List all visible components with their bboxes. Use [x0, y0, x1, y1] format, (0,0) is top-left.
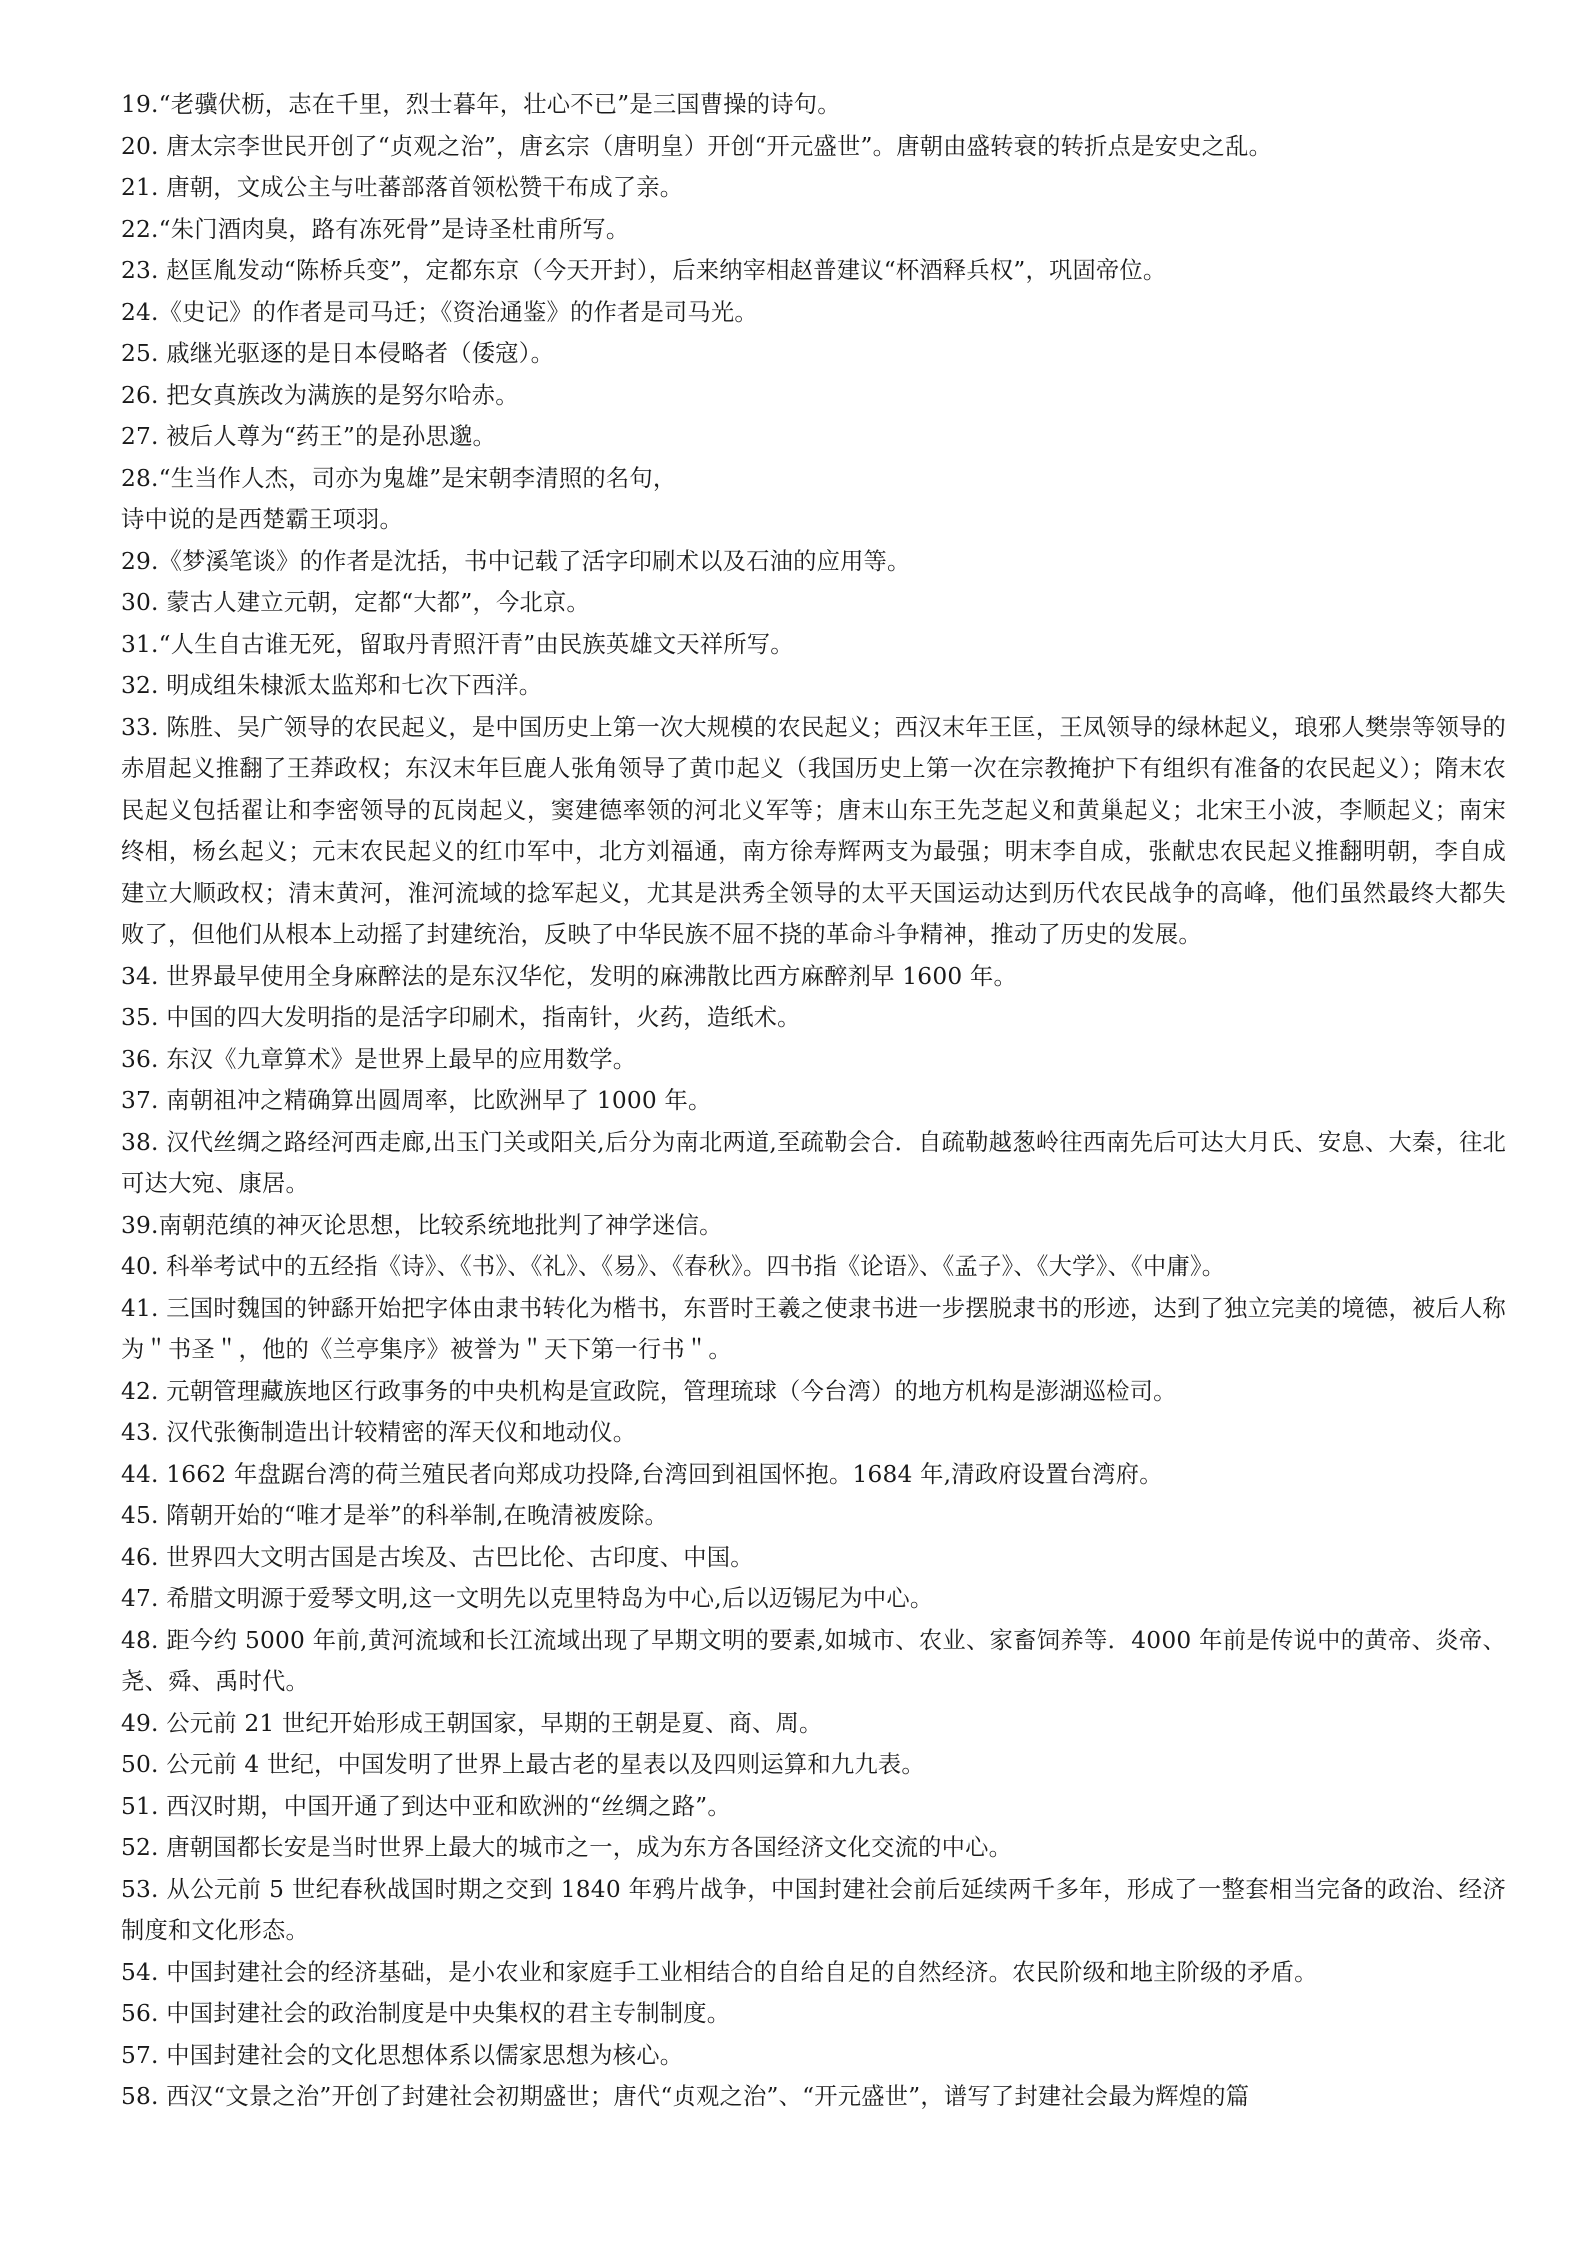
item-number: 22.	[121, 215, 159, 243]
list-item	[121, 292, 1506, 334]
item-text: 唐朝，文成公主与吐蕃部落首领松赞干布成了亲。	[166, 174, 684, 201]
list-item	[121, 1952, 1506, 1994]
list-item	[121, 956, 1506, 998]
item-text: 中国封建社会的经济基础，是小农业和家庭手工业相结合的自给自足的自然经济。农民阶级和地主阶级的矛盾。	[166, 1958, 1318, 1986]
list-item	[121, 167, 1506, 209]
item-number: 30.	[121, 589, 159, 616]
item-text: 把女真族改为满族的是努尔哈赤。	[166, 381, 519, 409]
item-number: 25.	[121, 340, 159, 367]
list-item	[121, 1371, 1506, 1413]
item-number: 20.	[121, 132, 159, 160]
item-number: 33.	[121, 713, 159, 741]
item-number: 44.	[121, 1460, 159, 1488]
item-number: 50.	[121, 1751, 159, 1778]
item-text: 蒙古人建立元朝，定都“大都”，今北京。	[166, 589, 590, 616]
item-text: 戚继光驱逐的是日本侵略者（倭寇）。	[166, 340, 555, 367]
document-page	[121, 84, 1506, 2159]
list-item	[121, 416, 1506, 458]
list-item	[121, 209, 1506, 251]
list-item	[121, 1205, 1506, 1247]
item-number: 19.	[121, 91, 159, 118]
item-number: 58.	[121, 2083, 159, 2110]
list-item	[121, 2035, 1506, 2077]
list-item	[121, 1039, 1506, 1081]
item-text: 希腊文明源于爱琴文明,这一文明先以克里特岛为中心,后以迈锡尼为中心。	[166, 1585, 934, 1612]
list-item	[121, 1454, 1506, 1496]
item-text: 唐太宗李世民开创了“贞观之治”，唐玄宗（唐明皇）开创“开元盛世”。唐朝由盛转衰的转折点是安史之乱。	[166, 132, 1273, 160]
item-text: “生当作人杰，司亦为鬼雄”是宋朝李清照的名句，	[158, 464, 677, 492]
item-text: 《梦溪笔谈》的作者是沈括，书中记载了活字印刷术以及石油的应用等。	[158, 547, 911, 575]
item-text: “人生自古谁无死，留取丹青照汗青”由民族英雄文天祥所写。	[158, 630, 794, 658]
item-number: 32.	[121, 672, 159, 699]
item-number: 29.	[121, 547, 159, 575]
item-text: 南朝范缜的神灭论思想，比较系统地批判了神学迷信。	[158, 1211, 723, 1239]
item-text: 世界最早使用全身麻醉法的是东汉华佗，发明的麻沸散比西方麻醉剂早 1600 年。	[166, 962, 1017, 990]
list-item	[121, 250, 1506, 292]
item-number: 48.	[121, 1626, 159, 1654]
item-number: 31.	[121, 630, 159, 658]
list-item	[121, 1412, 1506, 1454]
item-text: 元朝管理藏族地区行政事务的中央机构是宣政院，管理琉球（今台湾）的地方机构是澎湖巡检司。	[166, 1377, 1177, 1405]
list-item	[121, 1288, 1506, 1371]
item-number: 42.	[121, 1377, 159, 1405]
item-number: 46.	[121, 1543, 159, 1571]
list-item	[121, 1869, 1506, 1952]
list-item	[121, 1537, 1506, 1579]
list-item	[121, 1744, 1506, 1786]
item-text-continuation: 诗中说的是西楚霸王项羽。	[121, 506, 403, 533]
item-text: “朱门酒肉臭，路有冻死骨”是诗圣杜甫所写。	[158, 215, 630, 243]
item-number: 28.	[121, 464, 159, 492]
list-item	[121, 333, 1506, 375]
item-text: 公元前 21 世纪开始形成王朝国家，早期的王朝是夏、商、周。	[166, 1709, 823, 1737]
list-item	[121, 2118, 1506, 2160]
item-text: 南朝祖冲之精确算出圆周率，比欧洲早了 1000 年。	[166, 1087, 712, 1114]
list-item	[121, 1080, 1506, 1122]
list-item	[121, 1827, 1506, 1869]
item-text: 陈胜、吴广领导的农民起义，是中国历史上第一次大规模的农民起义；西汉末年王匡，王凤领导的绿林起义，琅邪人樊崇等领导的赤眉起义推翻了王莽政权；东汉末年巨鹿人张角领导了黄巾起义（我国历史上第一次在宗教掩护下有组织有准备的农民起义）；隋末农民起义包括翟让和李密领导的瓦岗起义，窦建德率领的河北义军等；唐末山东王先芝起义和黄巢起义；北宋王小波，李顺起义；南宋终相，杨幺起义；元末农民起义的红巾军中，北方刘福通，南方徐寿辉两支为最强；明末李自成，张献忠农民起义推翻明朝，李自成建立大顺政权；清末黄河，淮河流域的捻军起义，尤其是洪秀全领导的太平天国运动达到历代农民战争的高峰，他们虽然最终大都失败了，但他们从根本上动摇了封建统治，反映了中华民族不屈不挠的革命斗争精神，推动了历史的发展。	[121, 713, 1506, 948]
item-number: 35.	[121, 1004, 159, 1031]
item-number: 49.	[121, 1709, 159, 1737]
item-text: 距今约 5000 年前,黄河流域和长江流域出现了早期文明的要素,如城市、农业、家畜饲养等．4000 年前是传说中的黄帝、炎帝、尧、舜、禹时代。	[121, 1626, 1507, 1695]
list-item	[121, 84, 1506, 126]
item-number: 38.	[121, 1128, 159, 1156]
item-number: 24.	[121, 298, 159, 326]
item-text: 明成组朱棣派太监郑和七次下西洋。	[166, 672, 543, 699]
list-item	[121, 1495, 1506, 1537]
list-item	[121, 375, 1506, 417]
item-text: 隋朝开始的“唯才是举”的科举制,在晚清被废除。	[166, 1502, 669, 1529]
list-item	[121, 541, 1506, 583]
item-text: 《史记》的作者是司马迁；《资治通鉴》的作者是司马光。	[158, 298, 758, 326]
item-number: 37.	[121, 1087, 159, 1114]
item-number: 27.	[121, 423, 159, 450]
list-item	[121, 624, 1506, 666]
item-text: 汉代张衡制造出计较精密的浑天仪和地动仪。	[166, 1419, 637, 1446]
item-number: 40.	[121, 1253, 159, 1280]
item-text: 赵匡胤发动“陈桥兵变”，定都东京（今天开封），后来纳宰相赵普建议“杯酒释兵权”，巩固帝位。	[166, 257, 1167, 284]
item-number: 52.	[121, 1834, 159, 1861]
list-item	[121, 1246, 1506, 1288]
item-number: 34.	[121, 962, 159, 990]
list-item	[121, 1993, 1506, 2035]
item-text: 汉代丝绸之路经河西走廊,出玉门关或阳关,后分为南北两道,至疏勒会合．自疏勒越葱岭往西南先后可达大月氏、安息、大秦，往北可达大宛、康居。	[121, 1128, 1506, 1197]
list-item	[121, 1122, 1506, 1205]
list-item	[121, 2076, 1506, 2118]
item-text: 中国封建社会的政治制度是中央集权的君主专制制度。	[166, 2000, 731, 2027]
item-text: 中国的四大发明指的是活字印刷术，指南针，火药，造纸术。	[166, 1004, 801, 1031]
item-number: 21.	[121, 174, 159, 201]
item-text: 中国封建社会的文化思想体系以儒家思想为核心。	[166, 2041, 684, 2069]
item-text: 被后人尊为“药王”的是孙思邈。	[166, 423, 496, 450]
item-number: 45.	[121, 1502, 159, 1529]
item-text: 从公元前 5 世纪春秋战国时期之交到 1840 年鸦片战争，中国封建社会前后延续两千多年，形成了一整套相当完备的政治、经济制度和文化形态。	[121, 1875, 1506, 1944]
item-text: “老骥伏枥，志在千里，烈士暮年，壮心不已”是三国曹操的诗句。	[158, 91, 841, 118]
item-number: 41.	[121, 1294, 159, 1322]
item-text: 公元前 4 世纪，中国发明了世界上最古老的星表以及四则运算和九九表。	[166, 1751, 925, 1778]
item-text: 唐朝国都长安是当时世界上最大的城市之一，成为东方各国经济文化交流的中心。	[166, 1834, 1013, 1861]
list-item	[121, 1786, 1506, 1828]
item-text: 西汉“文景之治”开创了封建社会初期盛世；唐代“贞观之治”、“开元盛世”，谱写了封建社会最为辉煌的篇	[166, 2083, 1250, 2110]
list-item	[121, 1620, 1506, 1703]
item-number: 56.	[121, 2000, 159, 2027]
item-number: 43.	[121, 1419, 159, 1446]
item-number: 54.	[121, 1958, 159, 1986]
item-text: 1662 年盘踞台湾的荷兰殖民者向郑成功投降,台湾回到祖国怀抱。1684 年,清政府设置台湾府。	[166, 1460, 1163, 1488]
list-item	[121, 1578, 1506, 1620]
item-number: 53.	[121, 1875, 159, 1903]
item-number: 39.	[121, 1211, 159, 1239]
list-item	[121, 458, 1506, 541]
list-item	[121, 707, 1506, 956]
item-text: 科举考试中的五经指《诗》、《书》、《礼》、《易》、《春秋》。四书指《论语》、《孟子》、《大学》、《中庸》。	[166, 1253, 1226, 1280]
item-number: 23.	[121, 257, 159, 284]
item-text: 世界四大文明古国是古埃及、古巴比伦、古印度、中国。	[166, 1543, 754, 1571]
list-item	[121, 665, 1506, 707]
list-item	[121, 1703, 1506, 1745]
item-number: 51.	[121, 1792, 159, 1820]
item-number: 47.	[121, 1585, 159, 1612]
item-number: 57.	[121, 2041, 159, 2069]
item-number: 36.	[121, 1045, 159, 1073]
item-text: 东汉《九章算术》是世界上最早的应用数学。	[166, 1045, 637, 1073]
list-item	[121, 126, 1506, 168]
item-text: 西汉时期，中国开通了到达中亚和欧洲的“丝绸之路”。	[166, 1792, 731, 1820]
item-number: 26.	[121, 381, 159, 409]
list-item	[121, 582, 1506, 624]
item-text: 三国时魏国的钟繇开始把字体由隶书转化为楷书，东晋时王羲之使隶书进一步摆脱隶书的形迹，达到了独立完美的境德，被后人称为＂书圣＂，他的《兰亭集序》被誉为＂天下第一行书＂。	[121, 1294, 1506, 1363]
list-item	[121, 997, 1506, 1039]
